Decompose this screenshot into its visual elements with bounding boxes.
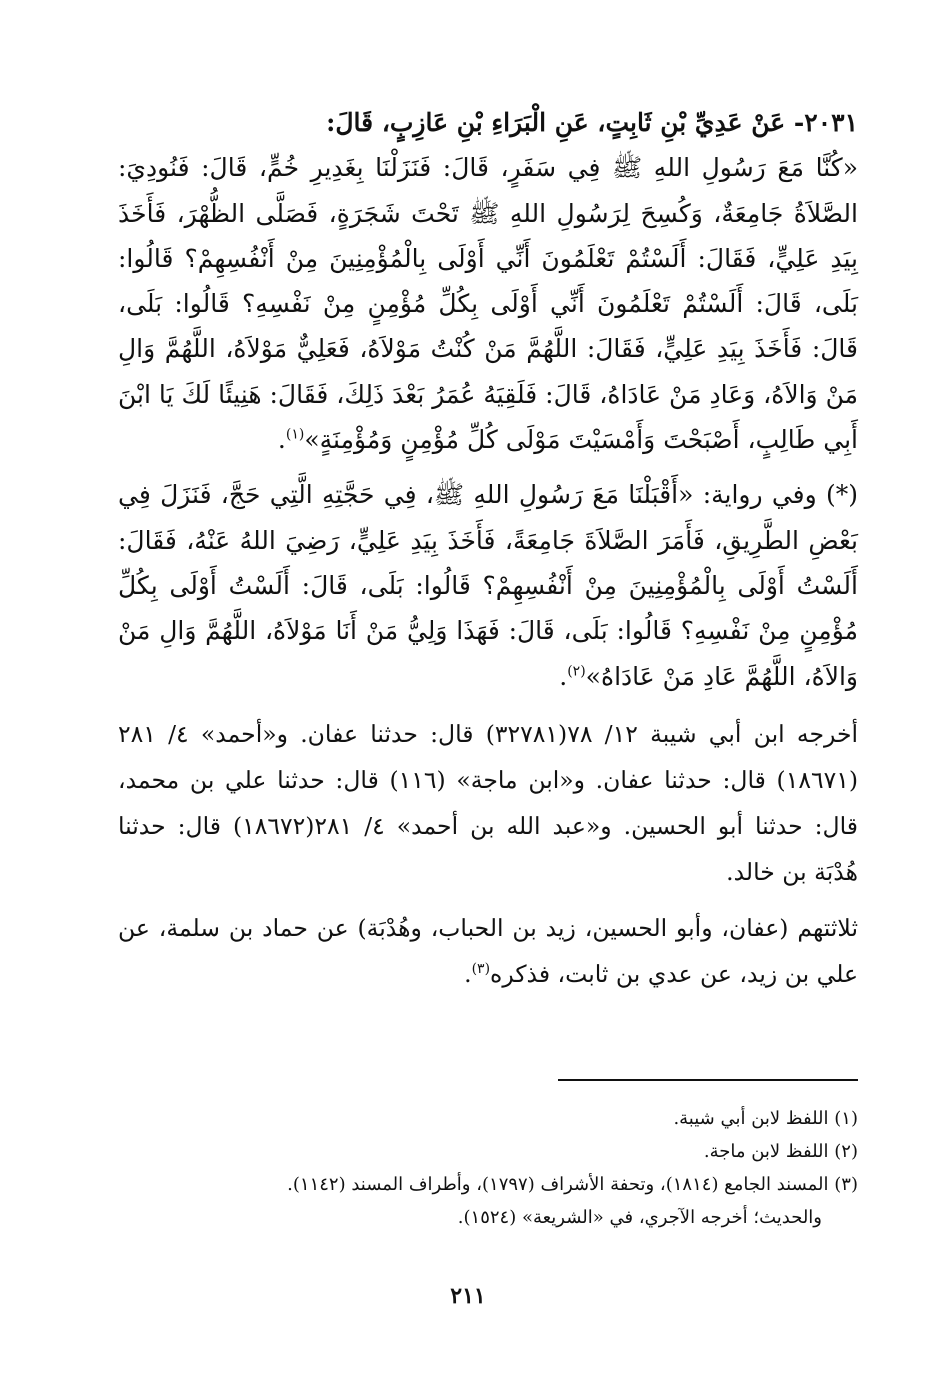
footnotes — [110, 1102, 858, 1234]
footnote-separator — [558, 1079, 858, 1081]
footnote-2: (٢) اللفظ لابن ماجة. — [703, 1141, 858, 1162]
footnote-ref-2: (٢) — [567, 663, 586, 680]
hadith-main-paragraph: «كُنَّا مَعَ رَسُولِ اللهِ ﷺ فِي سَفَرٍ، قَالَ: فَنَزَلْنَا بِغَدِيرِ خُمٍّ، قَالَ: فَنُودِيَ: الصَّلاَةُ جَامِعَةٌ، وَكُسِحَ لِرَسُولِ اللهِ ﷺ تَحْتَ شَجَرَةٍ، فَصَلَّى الظُّهْرَ، فَأَخَذَ بِيَدِ عَلِيٍّ، فَقَالَ: أَلَسْتُمْ تَعْلَمُونَ أَنِّي أَوْلَى بِالْمُؤْمِنِينَ مِنْ أَنْفُسِهِمْ؟ قَالُوا: بَلَى، قَالَ: أَلَسْتُمْ تَعْلَمُونَ أَنِّي أَوْلَى بِكُلِّ مُؤْمِنٍ مِنْ نَفْسِهِ؟ قَالُوا: بَلَى، قَالَ: فَأَخَذَ بِيَدِ عَلِيٍّ، فَقَالَ: اللَّهُمَّ مَنْ كُنْتُ مَوْلاَهُ، فَعَلِيٌّ مَوْلاَهُ، اللَّهُمَّ وَالِ مَنْ وَالاَهُ، وَعَادِ مَنْ عَادَاهُ، قَالَ: فَلَقِيَهُ عُمَرُ بَعْدَ ذَلِكَ، فَقَالَ: هَنِيئًا لَكَ يَا ابْنَ أَبِي طَالِبٍ، أَصْبَحْتَ وَأَمْسَيْتَ مَوْلَى كُلِّ مُؤْمِنٍ وَمُؤْمِنَةٍ»$^{(١)}$. — [118, 153, 858, 455]
footnote-ref-1: (١) — [285, 426, 305, 443]
footnote-3: (٣) المسند الجامع (١٨١٤)، وتحفة الأشراف (١٧٩٧)، وأطراف المسند (١١٤٢). — [287, 1174, 858, 1195]
footnote-1: (١) اللفظ لابن أبي شيبة. — [673, 1108, 858, 1129]
page-number: ٢١١ — [450, 1283, 486, 1309]
footnote-ref-3: (٣) — [471, 961, 491, 978]
footnote-3-continuation: والحديث؛ أخرجه الآجري، في «الشريعة» (١٥٢٤). — [457, 1207, 822, 1228]
riwaya-text: (*) وفي رواية: «أَقْبَلْنَا مَعَ رَسُولِ اللهِ ﷺ، فِي حَجَّتِهِ الَّتِي حَجَّ، فَنَزَلَ فِي بَعْضِ الطَّرِيقِ، فَأَمَرَ الصَّلاَةَ جَامِعَةً، فَأَخَذَ بِيَدِ عَلِيٍّ، رَضِيَ اللهُ عَنْهُ، فَقَالَ: أَلَسْتُ أَوْلَى بِالْمُؤْمِنِينَ مِنْ أَنْفُسِهِمْ؟ قَالُوا: بَلَى، قَالَ: أَلَسْتُ أَوْلَى بِكُلِّ مُؤْمِنٍ مِنْ نَفْسِهِ؟ قَالُوا: بَلَى، قَالَ: فَهَذَا وَلِيُّ مَنْ أَنَا مَوْلاَهُ، اللَّهُمَّ وَالِ مَنْ وَالاَهُ، اللَّهُمَّ عَادِ مَنْ عَادَاهُ» — [118, 480, 858, 691]
hadith-heading: ٢٠٣١- عَنْ عَدِيِّ بْنِ ثَابِتٍ، عَنِ الْبَرَاءِ بْنِ عَازِبٍ، قَالَ: — [326, 108, 858, 137]
chain-paragraph: ثلاثتهم (عفان، وأبو الحسين، زيد بن الحباب، وهُدْبَة) عن حماد بن سلمة، عن علي بن زيد، عن عدي بن ثابت، فذكره$^{(٣)}$. — [118, 913, 858, 988]
takhrij-paragraph: أخرجه ابن أبي شيبة ١٢/ ٧٨(٣٢٧٨١) قال: حدثنا عفان. و«أحمد» ٤/ ٢٨١ (١٨٦٧١) قال: حدثنا عفان. و«ابن ماجة» (١١٦) قال: حدثنا علي بن محمد، قال: حدثنا أبو الحسين. و«عبد الله بن أحمد» ٤/ ٢٨١(١٨٦٧٢) قال: حدثنا هُدْبَة بن خالد. — [118, 719, 859, 886]
main-text — [118, 100, 858, 997]
hadith-main-text: «كُنَّا مَعَ رَسُولِ اللهِ ﷺ فِي سَفَرٍ، قَالَ: فَنَزَلْنَا بِغَدِيرِ خُمٍّ، قَالَ: فَنُودِيَ: الصَّلاَةُ جَامِعَةٌ، وَكُسِحَ لِرَسُولِ اللهِ ﷺ تَحْتَ شَجَرَةٍ، فَصَلَّى الظُّهْرَ، فَأَخَذَ بِيَدِ عَلِيٍّ، فَقَالَ: أَلَسْتُمْ تَعْلَمُونَ أَنِّي أَوْلَى بِالْمُؤْمِنِينَ مِنْ أَنْفُسِهِمْ؟ قَالُوا: بَلَى، قَالَ: أَلَسْتُمْ تَعْلَمُونَ أَنِّي أَوْلَى بِكُلِّ مُؤْمِنٍ مِنْ نَفْسِهِ؟ قَالُوا: بَلَى، قَالَ: فَأَخَذَ بِيَدِ عَلِيٍّ، فَقَالَ: اللَّهُمَّ مَنْ كُنْتُ مَوْلاَهُ، فَعَلِيٌّ مَوْلاَهُ، اللَّهُمَّ وَالِ مَنْ وَالاَهُ، وَعَادِ مَنْ عَادَاهُ، قَالَ: فَلَقِيَهُ عُمَرُ بَعْدَ ذَلِكَ، فَقَالَ: هَنِيئًا لَكَ يَا ابْنَ أَبِي طَالِبٍ، أَصْبَحْتَ وَأَمْسَيْتَ مَوْلَى كُلِّ مُؤْمِنٍ وَمُؤْمِنَةٍ» — [118, 153, 858, 455]
riwaya-paragraph: (*) وفي رواية: «أَقْبَلْنَا مَعَ رَسُولِ اللهِ ﷺ، فِي حَجَّتِهِ الَّتِي حَجَّ، فَنَزَلَ فِي بَعْضِ الطَّرِيقِ، فَأَمَرَ الصَّلاَةَ جَامِعَةً، فَأَخَذَ بِيَدِ عَلِيٍّ، رَضِيَ اللهُ عَنْهُ، فَقَالَ: أَلَسْتُ أَوْلَى بِالْمُؤْمِنِينَ مِنْ أَنْفُسِهِمْ؟ قَالُوا: بَلَى، قَالَ: أَلَسْتُ أَوْلَى بِكُلِّ مُؤْمِنٍ مِنْ نَفْسِهِ؟ قَالُوا: بَلَى، قَالَ: فَهَذَا وَلِيُّ مَنْ أَنَا مَوْلاَهُ، اللَّهُمَّ وَالِ مَنْ وَالاَهُ، اللَّهُمَّ عَادِ مَنْ عَادَاهُ»$^{(٢)}$. — [118, 480, 858, 691]
chain-text: ثلاثتهم (عفان، وأبو الحسين، زيد بن الحباب، وهُدْبَة) عن حماد بن سلمة، عن علي بن زيد، عن عدي بن ثابت، فذكره — [118, 913, 858, 988]
